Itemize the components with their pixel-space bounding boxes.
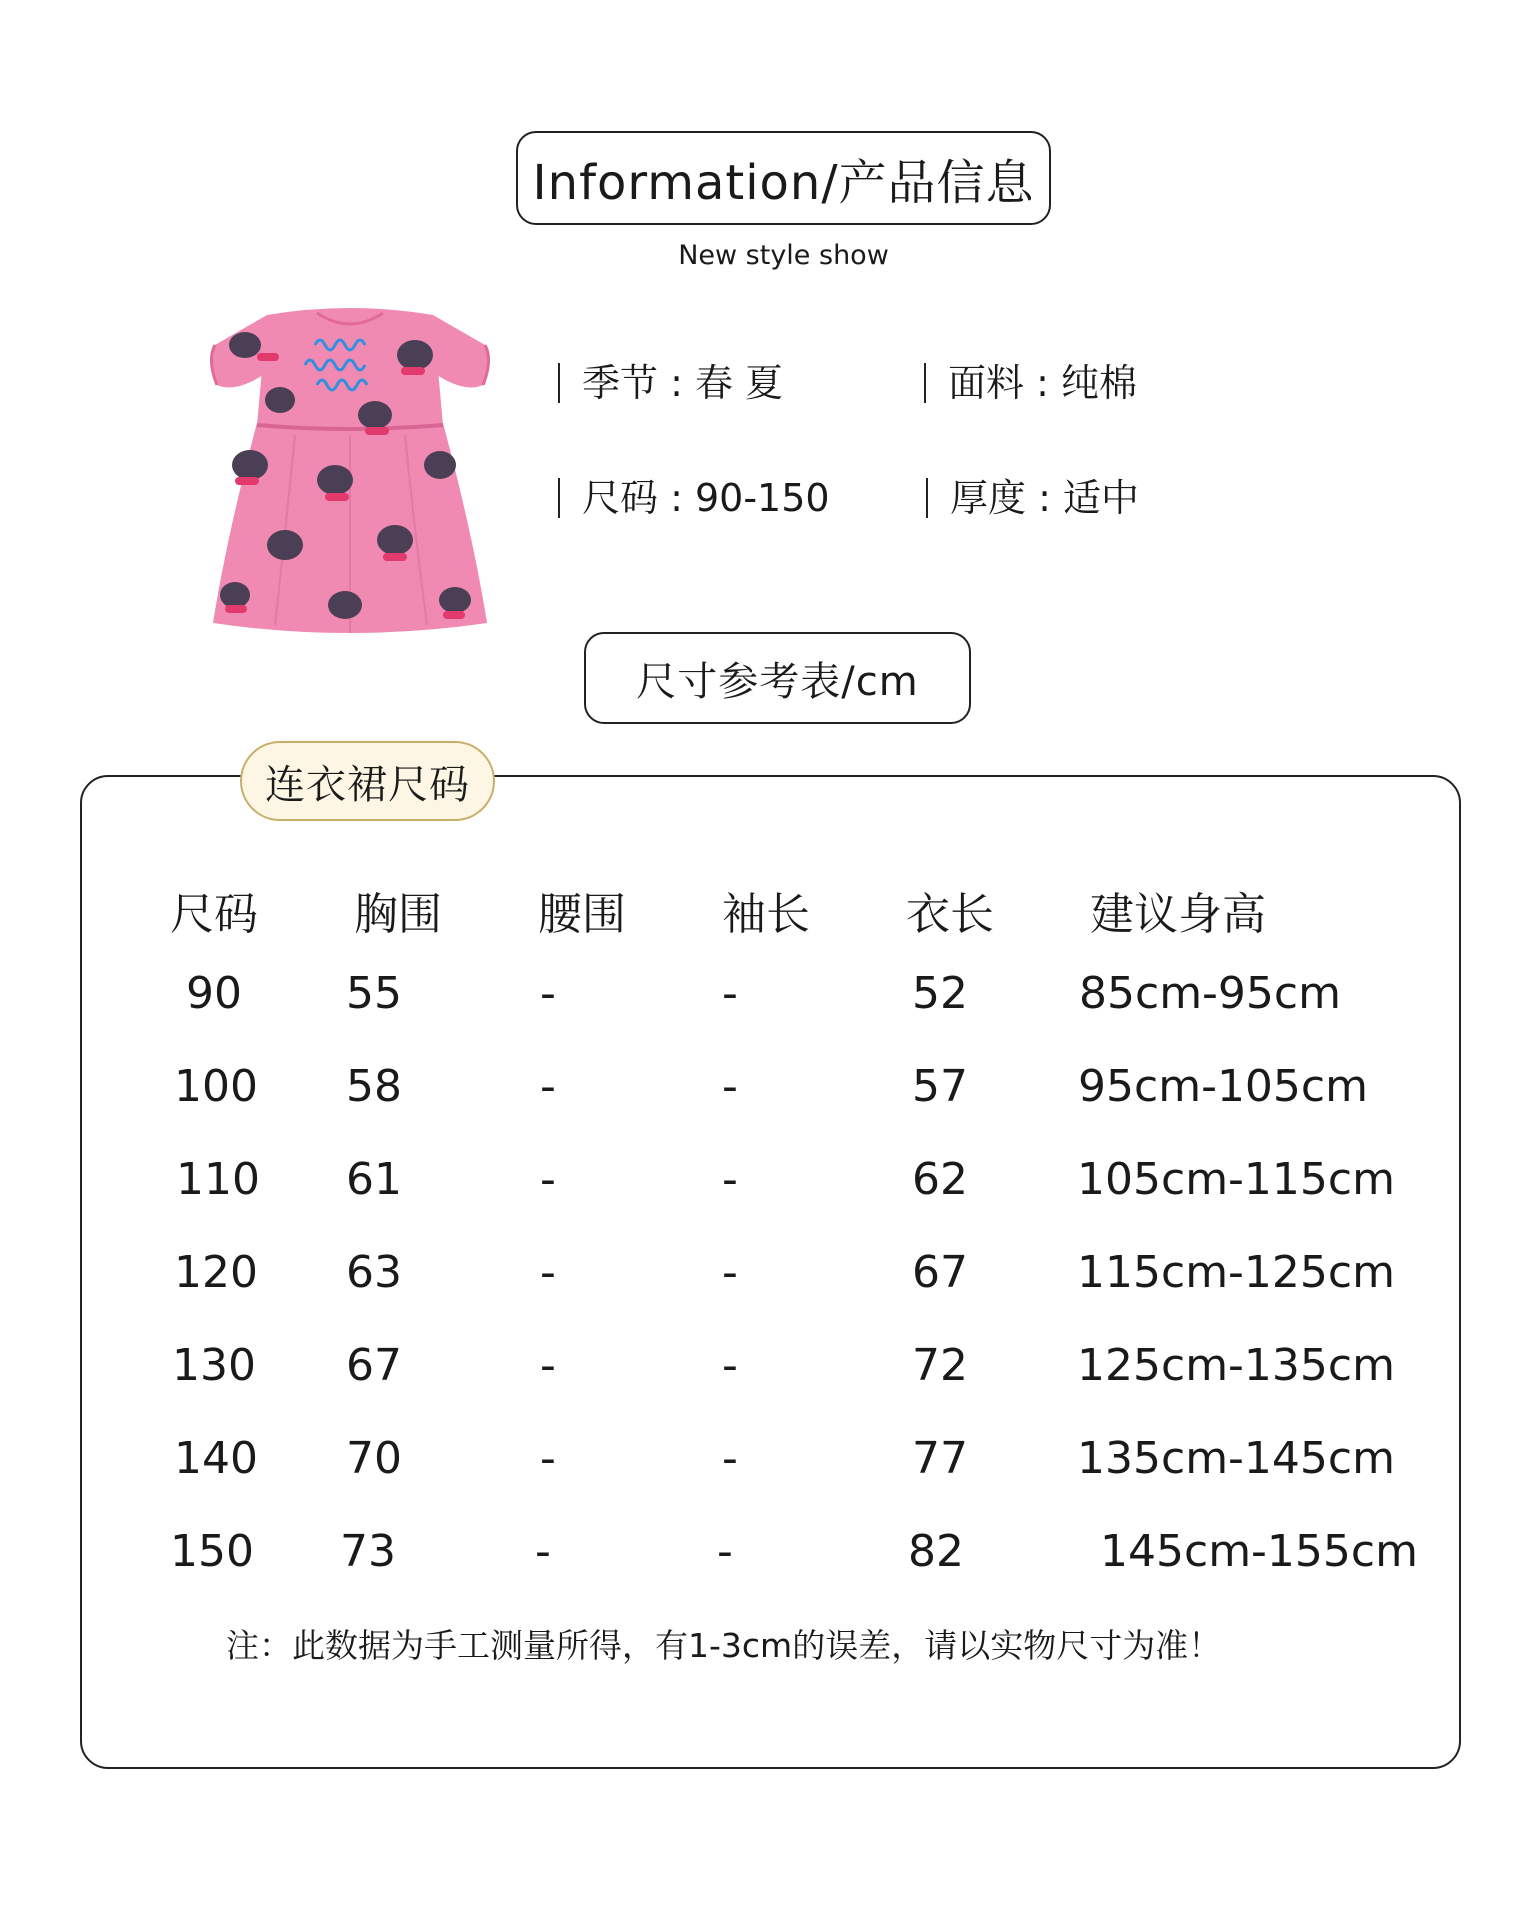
- table-cell: 62: [912, 1154, 968, 1205]
- table-cell: -: [717, 1526, 733, 1577]
- table-cell: -: [540, 1247, 556, 1298]
- table-cell: 72: [912, 1340, 968, 1391]
- table-cell: 105cm-115cm: [1077, 1154, 1395, 1205]
- spec-season: [558, 352, 783, 407]
- size-chart-title: 尺寸参考表/cm: [636, 658, 919, 705]
- spec-divider: [926, 478, 928, 518]
- table-cell: -: [535, 1526, 551, 1577]
- header-length: 衣长: [906, 889, 994, 940]
- spec-material-text: 面料 : 纯棉: [948, 361, 1137, 405]
- spec-size-text: 尺码 : 90-150: [582, 476, 830, 520]
- subtitle: New style show: [678, 240, 889, 271]
- spec-season-text: 季节 : 春 夏: [582, 361, 784, 405]
- table-cell: 150: [170, 1526, 254, 1577]
- spec-divider: [558, 363, 560, 403]
- measurement-note: 注：此数据为手工测量所得，有1-3cm的误差，请以实物尺寸为准！: [226, 1626, 1222, 1665]
- info-title: Information/产品信息: [532, 154, 1035, 211]
- header-waist: 腰围: [538, 889, 626, 940]
- table-cell: 90: [186, 968, 242, 1019]
- table-cell: 135cm-145cm: [1077, 1433, 1395, 1484]
- table-cell: 61: [346, 1154, 402, 1205]
- dress-image: [205, 305, 495, 640]
- info-title-pill: [516, 131, 1051, 225]
- table-cell: -: [540, 1061, 556, 1112]
- table-cell: 82: [908, 1526, 964, 1577]
- table-cell: -: [722, 1433, 738, 1484]
- table-cell: 58: [346, 1061, 402, 1112]
- size-table-tag-text: 连衣裙尺码: [265, 761, 470, 808]
- table-cell: 52: [912, 968, 968, 1019]
- spec-thickness: [926, 467, 1139, 522]
- table-cell: 120: [174, 1247, 258, 1298]
- table-cell: 110: [176, 1154, 260, 1205]
- table-cell: 55: [346, 968, 402, 1019]
- table-cell: -: [722, 1061, 738, 1112]
- table-cell: -: [722, 1154, 738, 1205]
- table-cell: -: [540, 1340, 556, 1391]
- spec-divider: [558, 478, 560, 518]
- spec-divider: [924, 363, 926, 403]
- table-cell: 115cm-125cm: [1077, 1247, 1395, 1298]
- size-chart-title-pill: [584, 632, 971, 724]
- table-cell: -: [540, 968, 556, 1019]
- table-cell: 130: [172, 1340, 256, 1391]
- table-cell: 100: [174, 1061, 258, 1112]
- table-cell: -: [722, 1340, 738, 1391]
- spec-size: [558, 467, 830, 522]
- table-cell: 77: [912, 1433, 968, 1484]
- table-cell: 125cm-135cm: [1077, 1340, 1395, 1391]
- header-sleeve: 袖长: [722, 889, 810, 940]
- header-height: 建议身高: [1090, 889, 1266, 940]
- table-cell: -: [540, 1433, 556, 1484]
- table-cell: 145cm-155cm: [1100, 1526, 1418, 1577]
- table-cell: 67: [912, 1247, 968, 1298]
- table-cell: -: [540, 1154, 556, 1205]
- table-cell: -: [722, 1247, 738, 1298]
- table-cell: -: [722, 968, 738, 1019]
- size-table-tag: [240, 741, 495, 821]
- table-cell: 73: [340, 1526, 396, 1577]
- table-cell: 95cm-105cm: [1078, 1061, 1368, 1112]
- header-size: 尺码: [170, 889, 258, 940]
- header-chest: 胸围: [354, 889, 442, 940]
- table-cell: 70: [346, 1433, 402, 1484]
- table-cell: 67: [346, 1340, 402, 1391]
- table-cell: 85cm-95cm: [1079, 968, 1341, 1019]
- table-cell: 63: [346, 1247, 402, 1298]
- spec-thickness-text: 厚度 : 适中: [950, 476, 1139, 520]
- table-cell: 140: [174, 1433, 258, 1484]
- table-cell: 57: [912, 1061, 968, 1112]
- spec-material: [924, 352, 1137, 407]
